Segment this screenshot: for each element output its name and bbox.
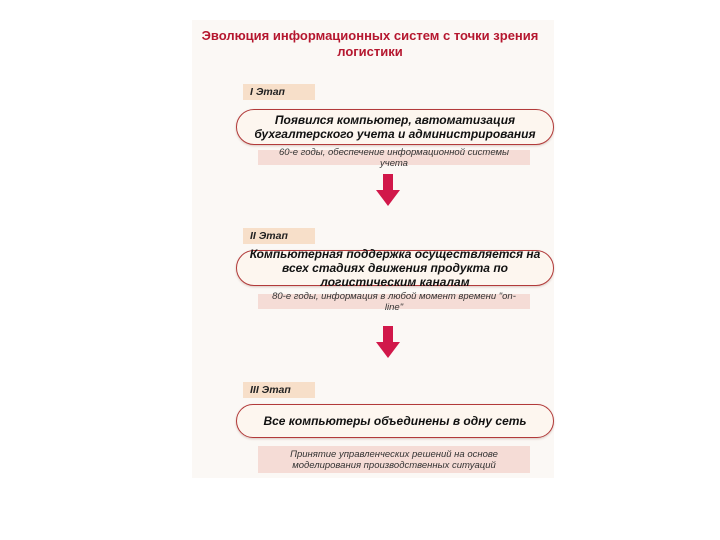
stage-2-note: 80-е годы, информация в любой момент времени "on-line" — [258, 294, 530, 309]
stage-1-box: Появился компьютер, автоматизация бухгалтерского учета и администрирования — [236, 109, 554, 145]
stage-3-box: Все компьютеры объединены в одну сеть — [236, 404, 554, 438]
diagram-title: Эволюция информационных систем с точки зрения логистики — [201, 28, 539, 59]
stage-3-label: III Этап — [243, 382, 315, 398]
down-arrow-icon — [376, 174, 400, 206]
stage-3-note: Принятие управленческих решений на основе моделирования производственных ситуаций — [258, 446, 530, 473]
stage-1-note: 60-е годы, обеспечение информационной системы учета — [258, 150, 530, 165]
down-arrow-icon — [376, 326, 400, 358]
stage-2-label: II Этап — [243, 228, 315, 244]
stage-2-box: Компьютерная поддержка осуществляется на всех стадиях движения продукта по логистическим каналам — [236, 250, 554, 286]
stage-1-label: I Этап — [243, 84, 315, 100]
